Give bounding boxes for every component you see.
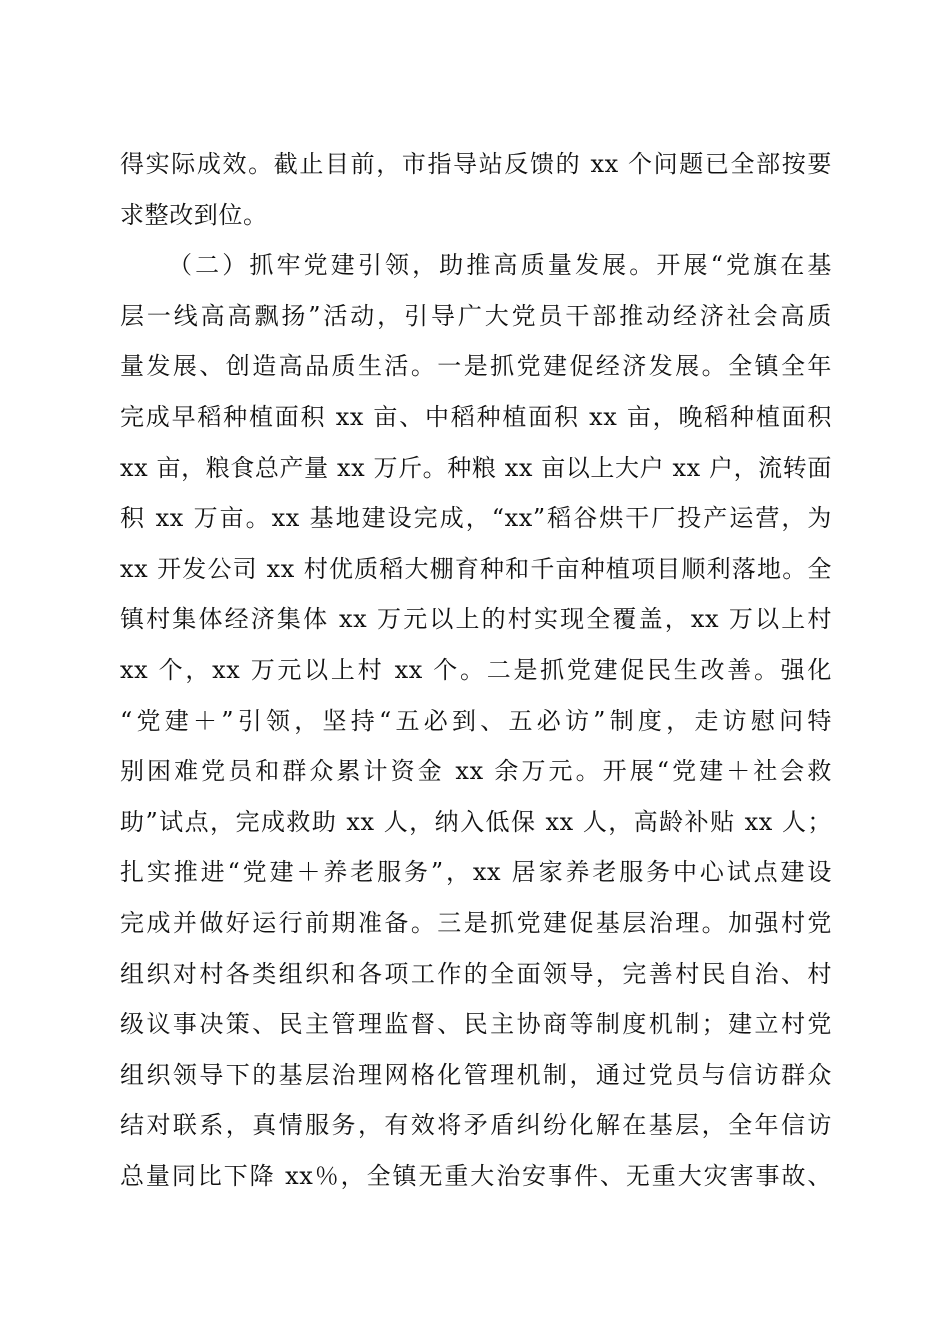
text-line: 别困难党员和群众累计资金 xx 余万元。开展“党建＋社会救: [120, 757, 832, 786]
text-line: 助”试点，完成救助 xx 人，纳入低保 xx 人，高龄补贴 xx 人；: [120, 807, 832, 836]
text-line: 完成并做好运行前期准备。三是抓党建促基层治理。加强村党: [120, 908, 832, 937]
text-line: 层一线高高飘扬”活动，引导广大党员干部推动经济社会高质: [120, 301, 832, 330]
text-line: 完成早稻种植面积 xx 亩、中稻种植面积 xx 亩，晚稻种植面积: [120, 402, 832, 431]
text-line: 组织领导下的基层治理网格化管理机制，通过党员与信访群众: [120, 1060, 832, 1089]
text-line: “党建＋”引领，坚持“五必到、五必访”制度，走访慰问特: [120, 706, 832, 735]
text-line: 扎实推进“党建＋养老服务”，xx 居家养老服务中心试点建设: [120, 858, 832, 887]
text-line: 求整改到位。: [120, 200, 268, 229]
text-line: 量发展、创造高品质生活。一是抓党建促经济发展。全镇全年: [120, 352, 832, 381]
body-text: [120, 139, 832, 1201]
text-line: xx 亩，粮食总产量 xx 万斤。种粮 xx 亩以上大户 xx 户，流转面: [120, 453, 832, 482]
text-line: 得实际成效。截止目前，市指导站反馈的 xx 个问题已全部按要: [120, 150, 832, 178]
text-line: 镇村集体经济集体 xx 万元以上的村实现全覆盖，xx 万以上村: [120, 605, 832, 634]
text-line: xx 个，xx 万元以上村 xx 个。二是抓党建促民生改善。强化: [120, 655, 832, 684]
text-line: 总量同比下降 xx％，全镇无重大治安事件、无重大灾害事故、: [120, 1161, 832, 1190]
text-line: xx 开发公司 xx 村优质稻大棚育种和千亩种植项目顺利落地。全: [120, 554, 832, 583]
text-line: 结对联系，真情服务，有效将矛盾纠纷化解在基层，全年信访: [120, 1111, 832, 1140]
text-line: 积 xx 万亩。xx 基地建设完成，“xx”稻谷烘干厂投产运营，为: [120, 504, 832, 533]
text-line: 组织对村各类组织和各项工作的全面领导，完善村民自治、村: [120, 959, 832, 988]
section-heading-line: （二）抓牢党建引领，助推高质量发展。开展“党旗在基: [168, 251, 832, 280]
text-line: 级议事决策、民主管理监督、民主协商等制度机制；建立村党: [120, 1010, 832, 1039]
